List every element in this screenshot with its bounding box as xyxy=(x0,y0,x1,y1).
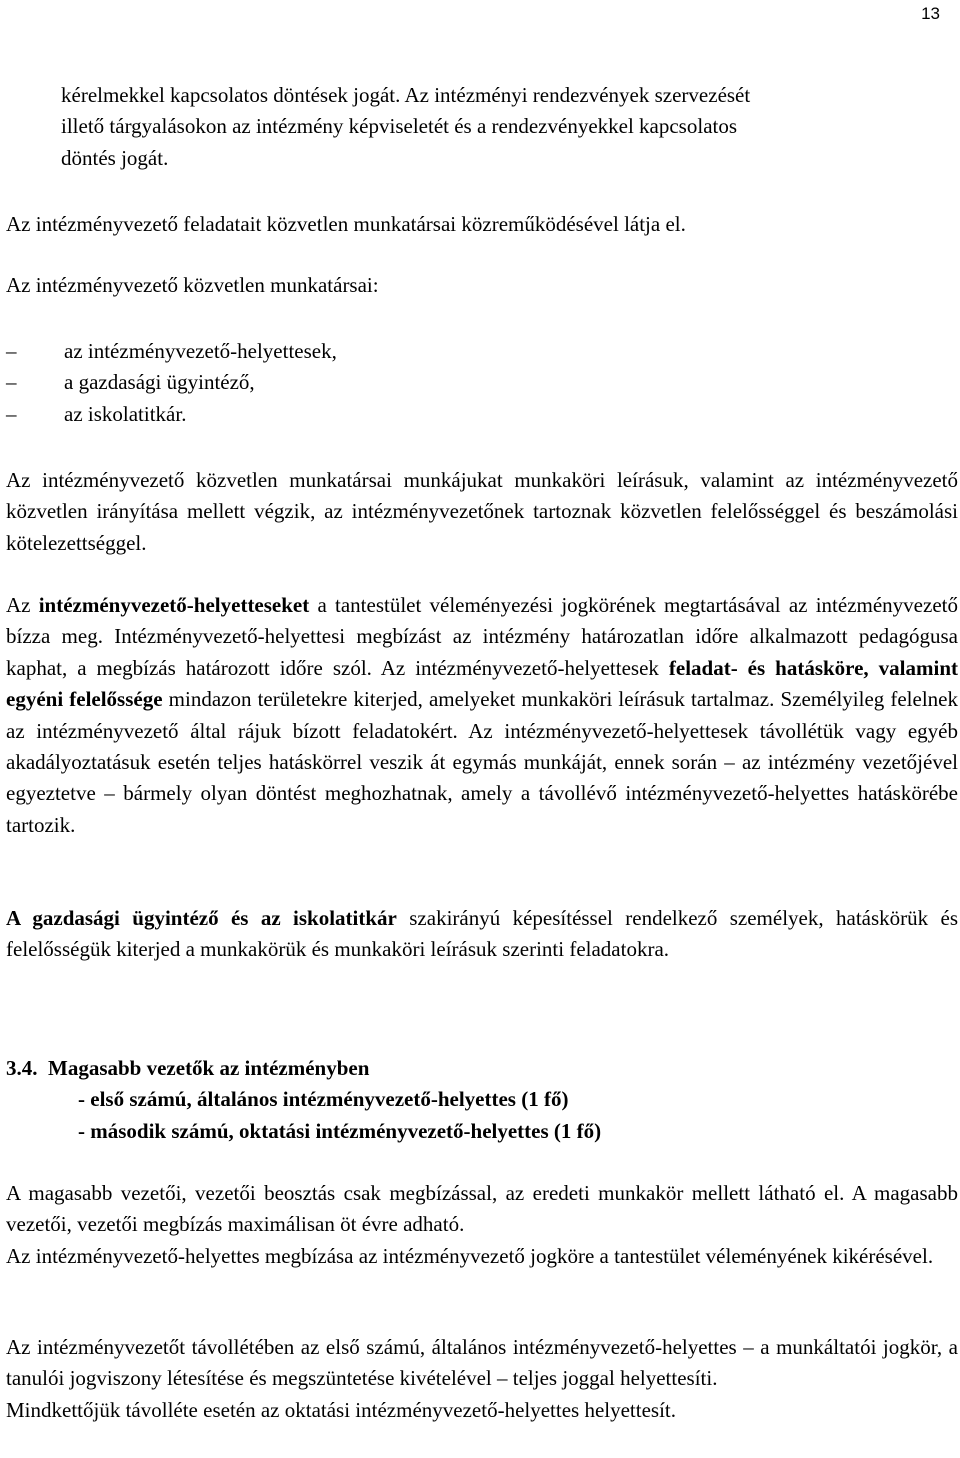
text-block: Az intézményvezetőt távollétében az első számú, általános intézményvezető-helyettes – a munkáltatói jogkör, a tanulói jogviszony létesítése és megszüntetése kivételével – teljes joggal helyettesíti. xyxy=(6,1335,958,1391)
list-item xyxy=(6,399,958,430)
text-run: szakirányú képesítéssel rendelkező személyek, hatáskörük és felelősségük kiterjed a munkakörük és munkaköri leírásuk szerinti feladatokra. xyxy=(6,906,959,962)
deputies-paragraph xyxy=(6,590,958,841)
bold-term: feladat- és hatásköre, valamint egyéni felelőssége xyxy=(6,655,958,712)
text-block: Mindkettőjük távolléte esetén az oktatási intézményvezető-helyettes helyettesít. xyxy=(6,1397,677,1422)
list-item xyxy=(6,367,958,398)
page-number: 13 xyxy=(921,4,940,23)
text-run: Az xyxy=(6,593,39,617)
list-item-text: a gazdasági ügyintéző, xyxy=(64,370,255,395)
admin-staff-paragraph xyxy=(6,903,958,966)
top-paragraph xyxy=(61,80,958,174)
assistants-title: Az intézményvezető közvetlen munkatársai: xyxy=(6,273,379,297)
senior-paragraph xyxy=(6,1178,958,1272)
section-subtitle: - első számú, általános intézményvezető-helyettes (1 fő) xyxy=(78,1087,569,1112)
section-number: 3.4. xyxy=(6,1056,38,1080)
text-run: a tantestület véleményezési jogkörének megtartásával az intézményvezető bízza meg. Intézményvezető-helyettesi megbízást az intézmény határozatlan időre alkalmazott pedagógusa kaphat, a megbízás határozott időre szól. Az intézményvezető-helyettesek xyxy=(6,593,958,680)
text-line: illető tárgyalásokon az intézmény képviseletét és a rendezvényekkel kapcsolatos xyxy=(61,114,738,139)
dash-bullet: – xyxy=(6,401,17,426)
section-title: Magasabb vezetők az intézményben xyxy=(48,1056,370,1080)
list-item-text: az intézményvezető-helyettesek, xyxy=(64,339,337,363)
section-title-row xyxy=(6,1053,958,1084)
section-subtitle: - második számú, oktatási intézményvezető-helyettes (1 fő) xyxy=(78,1118,602,1143)
absence-paragraph xyxy=(6,1332,958,1426)
dash-bullet: – xyxy=(6,339,17,363)
text-line: kérelmekkel kapcsolatos döntések jogát. Az intézményi rendezvények szervezését xyxy=(61,83,751,107)
work-paragraph: Az intézményvezető közvetlen munkatársai munkájukat munkaköri leírásuk, valamint az intézményvezető közvetlen irányítása mellett végzik, az intézményvezetőnek tartoznak közvetlen felelősséggel és beszámolási kötelezettséggel. xyxy=(6,468,958,555)
bold-term: intézményvezető-helyetteseket xyxy=(38,593,310,617)
text-run: mindazon területekre kiterjed, amelyeket munkaköri leírásuk tartalmaz. Személyileg felelnek az intézményvezető által rájuk bízott feladatokért. Az intézményvezető-helyettesek távollétük vagy egyéb akadályoztatásuk esetén teljes hatáskörrel veszik át egymás munkáját, ennek során – az intézmény vezetőjével egyeztetve – bármely olyan döntést meghozhatnak, amely a távollévő intézményvezető-helyettes hatáskörébe tartozik. xyxy=(6,687,958,837)
text-line: döntés jogát. xyxy=(61,145,169,170)
dash-bullet: – xyxy=(6,370,17,395)
list-item xyxy=(6,336,958,367)
list-item-text: az iskolatitkár. xyxy=(64,401,187,426)
text-block: A magasabb vezetői, vezetői beosztás csak megbízással, az eredeti munkakör mellett látható el. A magasabb vezetői, vezetői megbízás maximálisan öt évre adható. xyxy=(6,1181,958,1237)
section-heading xyxy=(6,1053,958,1147)
assistants-list xyxy=(6,336,958,430)
delegation-paragraph: Az intézményvezető feladatait közvetlen munkatársai közreműködésével látja el. xyxy=(6,212,686,236)
text-block: Az intézményvezető-helyettes megbízása az intézményvezető jogköre a tantestület véleményének kikérésével. xyxy=(6,1243,934,1268)
bold-term: A gazdasági ügyintéző és az iskolatitkár xyxy=(6,906,397,930)
